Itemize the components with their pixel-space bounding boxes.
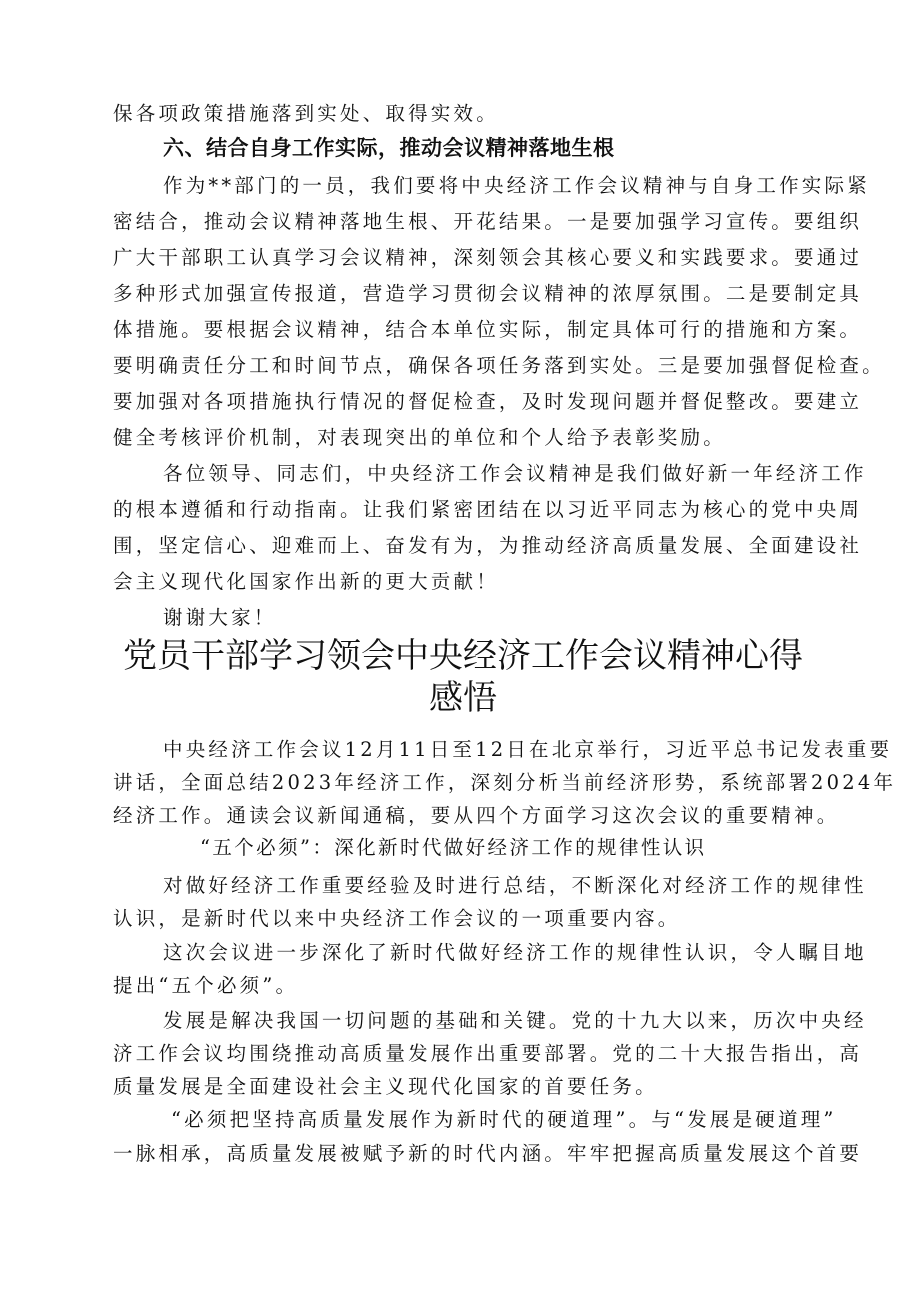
paragraph-line: 健全考核评价机制，对表现突出的单位和个人给予表彰奖励。 [113, 426, 726, 449]
paragraph-line: 一脉相承，高质量发展被赋予新的时代内涵。牢牢把握高质量发展这个首要 [113, 1142, 863, 1165]
paragraph-line: 要加强对各项措施执行情况的督促检查，及时发现问题并督促整改。要建立 [113, 390, 863, 413]
paragraph-line: 密结合，推动会议精神落地生根、开花结果。一是要加强学习宣传。要组织 [113, 210, 863, 233]
paragraph-line: 这次会议进一步深化了新时代做好经济工作的规律性认识，令人瞩目地 [163, 941, 867, 964]
paragraph-line: 保各项政策措施落到实处、取得实效。 [113, 102, 499, 125]
paragraph-line: 讲话，全面总结2023年经济工作，深刻分析当前经济形势，系统部署2024年 [113, 771, 897, 794]
paragraph-line: 各位领导、同志们，中央经济工作会议精神是我们做好新一年经济工作 [163, 462, 867, 485]
paragraph-line: 对做好经济工作重要经验及时进行总结，不断深化对经济工作的规律性 [163, 874, 867, 897]
paragraph-line: 要明确责任分工和时间节点，确保各项任务落到实处。三是要加强督促检查。 [113, 354, 885, 377]
paragraph-line: 提出“五个必须”。 [113, 974, 299, 997]
paragraph-line: 广大干部职工认真学习会议精神，深刻领会其核心要义和实践要求。要通过 [113, 246, 863, 269]
article-title-continued: 感悟 [429, 678, 497, 718]
paragraph-line: 多种形式加强宣传报道，营造学习贯彻会议精神的浓厚氛围。二是要制定具 [113, 282, 863, 305]
paragraph-line: 会主义现代化国家作出新的更大贡献！ [113, 570, 499, 593]
paragraph-line: 体措施。要根据会议精神，结合本单位实际，制定具体可行的措施和方案。 [113, 318, 863, 341]
paragraph-line: 中央经济工作会议12月11日至12日在北京举行，习近平总书记发表重要 [163, 738, 893, 761]
paragraph-line: 质量发展是全面建设社会主义现代化国家的首要任务。 [113, 1075, 658, 1098]
paragraph-line: “必须把坚持高质量发展作为新时代的硬道理”。与“发展是硬道理” [171, 1108, 837, 1131]
paragraph-line: 的根本遵循和行动指南。让我们紧密团结在以习近平同志为核心的党中央周 [113, 498, 863, 521]
paragraph-line: 作为**部门的一员，我们要将中央经济工作会议精神与自身工作实际紧 [163, 174, 870, 197]
paragraph-line: 围，坚定信心、迎难而上、奋发有为，为推动经济高质量发展、全面建设社 [113, 534, 863, 557]
paragraph-line: 经济工作。通读会议新闻通稿，要从四个方面学习这次会议的重要精神。 [113, 804, 840, 827]
closing-line: 谢谢大家！ [163, 606, 277, 629]
paragraph-line: 济工作会议均围绕推动高质量发展作出重要部署。党的二十大报告指出，高 [113, 1042, 863, 1065]
subheading: “五个必须”：深化新时代做好经济工作的规律性认识 [200, 836, 707, 859]
section-heading: 六、结合自身工作实际，推动会议精神落地生根 [163, 136, 615, 160]
paragraph-line: 发展是解决我国一切问题的基础和关键。党的十九大以来，历次中央经 [163, 1009, 867, 1032]
paragraph-line: 认识，是新时代以来中央经济工作会议的一项重要内容。 [113, 907, 681, 930]
article-title: 党员干部学习领会中央经济工作会议精神心得 [123, 636, 803, 676]
